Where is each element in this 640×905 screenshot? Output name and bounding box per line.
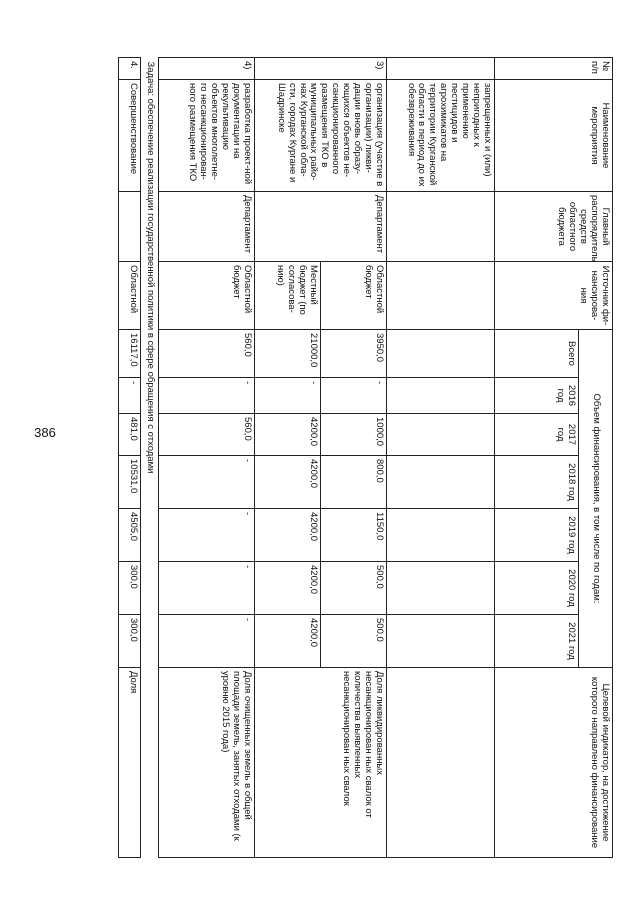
row4-manager: Департамент (159, 192, 255, 262)
table-row (387, 58, 495, 858)
header-indicator: Целевой индикатор, на достижение которого направлено финансирование (495, 668, 613, 858)
row4-2018: - (159, 456, 255, 509)
task-text: Задача: обеспечение реализации государственной политики в сфере обращения с отходами (141, 58, 159, 858)
header-volume: Объем финансирования, в том числе по годам: (579, 330, 613, 668)
row5-2018: 10531,0 (119, 456, 141, 509)
header-total: Всего (495, 330, 579, 378)
page-number: 386 (34, 425, 56, 440)
row3-2020-1: 500,0 (321, 562, 387, 615)
row4-2017: 560,0 (159, 414, 255, 456)
row5-2016: - (119, 378, 141, 414)
financing-table (118, 57, 613, 858)
row5-2017: 481,0 (119, 414, 141, 456)
row3-2018-2: 4200,0 (255, 456, 321, 509)
row5-2019: 4505,0 (119, 509, 141, 562)
row3-2021-1: 500,0 (321, 615, 387, 668)
header-2017: 2017 год (495, 414, 579, 456)
row4-2019: - (159, 509, 255, 562)
row3-total-2: 21000,0 (255, 330, 321, 378)
header-2016: 2016 год (495, 378, 579, 414)
row5-name: Совершенствование (119, 80, 141, 192)
row3-2020-2: 4200,0 (255, 562, 321, 615)
row4-2016: - (159, 378, 255, 414)
row5-num: 4. (119, 58, 141, 80)
row3-2019-1: 1150,0 (321, 509, 387, 562)
rotated-table-page (128, 57, 613, 857)
header-name: Наименование мероприятия (495, 80, 613, 192)
row3-total-1: 3950,0 (321, 330, 387, 378)
row4-indicator: Доля очищенных земель в общей площади земель, занятых отходами (к уровню 2015 года) (159, 668, 255, 858)
row3-2018-1: 800,0 (321, 456, 387, 509)
row5-source: Областной (119, 262, 141, 330)
cont-name: запрещенных и (или) непригодных к применению пестицидов и агрохимикатов на территории Курганской области в период до их обезвреживания (387, 80, 495, 192)
row3-source-1: Областной бюджет (321, 262, 387, 330)
row5-manager (119, 192, 141, 262)
header-2019: 2019 год (495, 509, 579, 562)
row3-2021-2: 4200,0 (255, 615, 321, 668)
table-row (159, 58, 255, 858)
header-2021: 2021 год (495, 615, 579, 668)
row3-2017-2: 4200,0 (255, 414, 321, 456)
row3-indicator: Доля ликвидированных несанкционирован ных свалок от количества выявленных несанкционирован ных свалок (255, 668, 387, 858)
row3-name: организация (участие в организации) ликви-дации вновь образу-ющихся объектов не-санкционированного размещения ТКО в муниципальных райо-нах Курганской обла-сти, городах Кургане и Шадринске (255, 80, 387, 192)
header-source: Источник фи-нансирова-ния (495, 262, 613, 330)
row4-name: разработка проект-ной документации на рекультивацию объектов многолетне-го несанкционирован-ного размещения ТКО (159, 80, 255, 192)
table-row (321, 58, 387, 858)
row3-num: 3) (255, 58, 387, 80)
row5-indicator: Доля (119, 668, 141, 858)
row4-2021: - (159, 615, 255, 668)
row3-2017-1: 1000,0 (321, 414, 387, 456)
row5-total: 16117,0 (119, 330, 141, 378)
task-row (141, 58, 159, 858)
row4-total: 560,0 (159, 330, 255, 378)
row5-2021: 300,0 (119, 615, 141, 668)
row5-2020: 300,0 (119, 562, 141, 615)
header-num: № п/п (495, 58, 613, 80)
header-2018: 2018 год (495, 456, 579, 509)
row4-num: 4) (159, 58, 255, 80)
row4-2020: - (159, 562, 255, 615)
header-manager: Главный распорядитель средств областного бюджета (495, 192, 613, 262)
row3-2016-2: - (255, 378, 321, 414)
row3-source-2: Местный бюджет (по согласова-нию) (255, 262, 321, 330)
row4-source: Областной бюджет (159, 262, 255, 330)
row3-manager: Департамент (255, 192, 387, 262)
row3-2016-1: - (321, 378, 387, 414)
row3-2019-2: 4200,0 (255, 509, 321, 562)
table-row (119, 58, 141, 858)
header-2020: 2020 год (495, 562, 579, 615)
